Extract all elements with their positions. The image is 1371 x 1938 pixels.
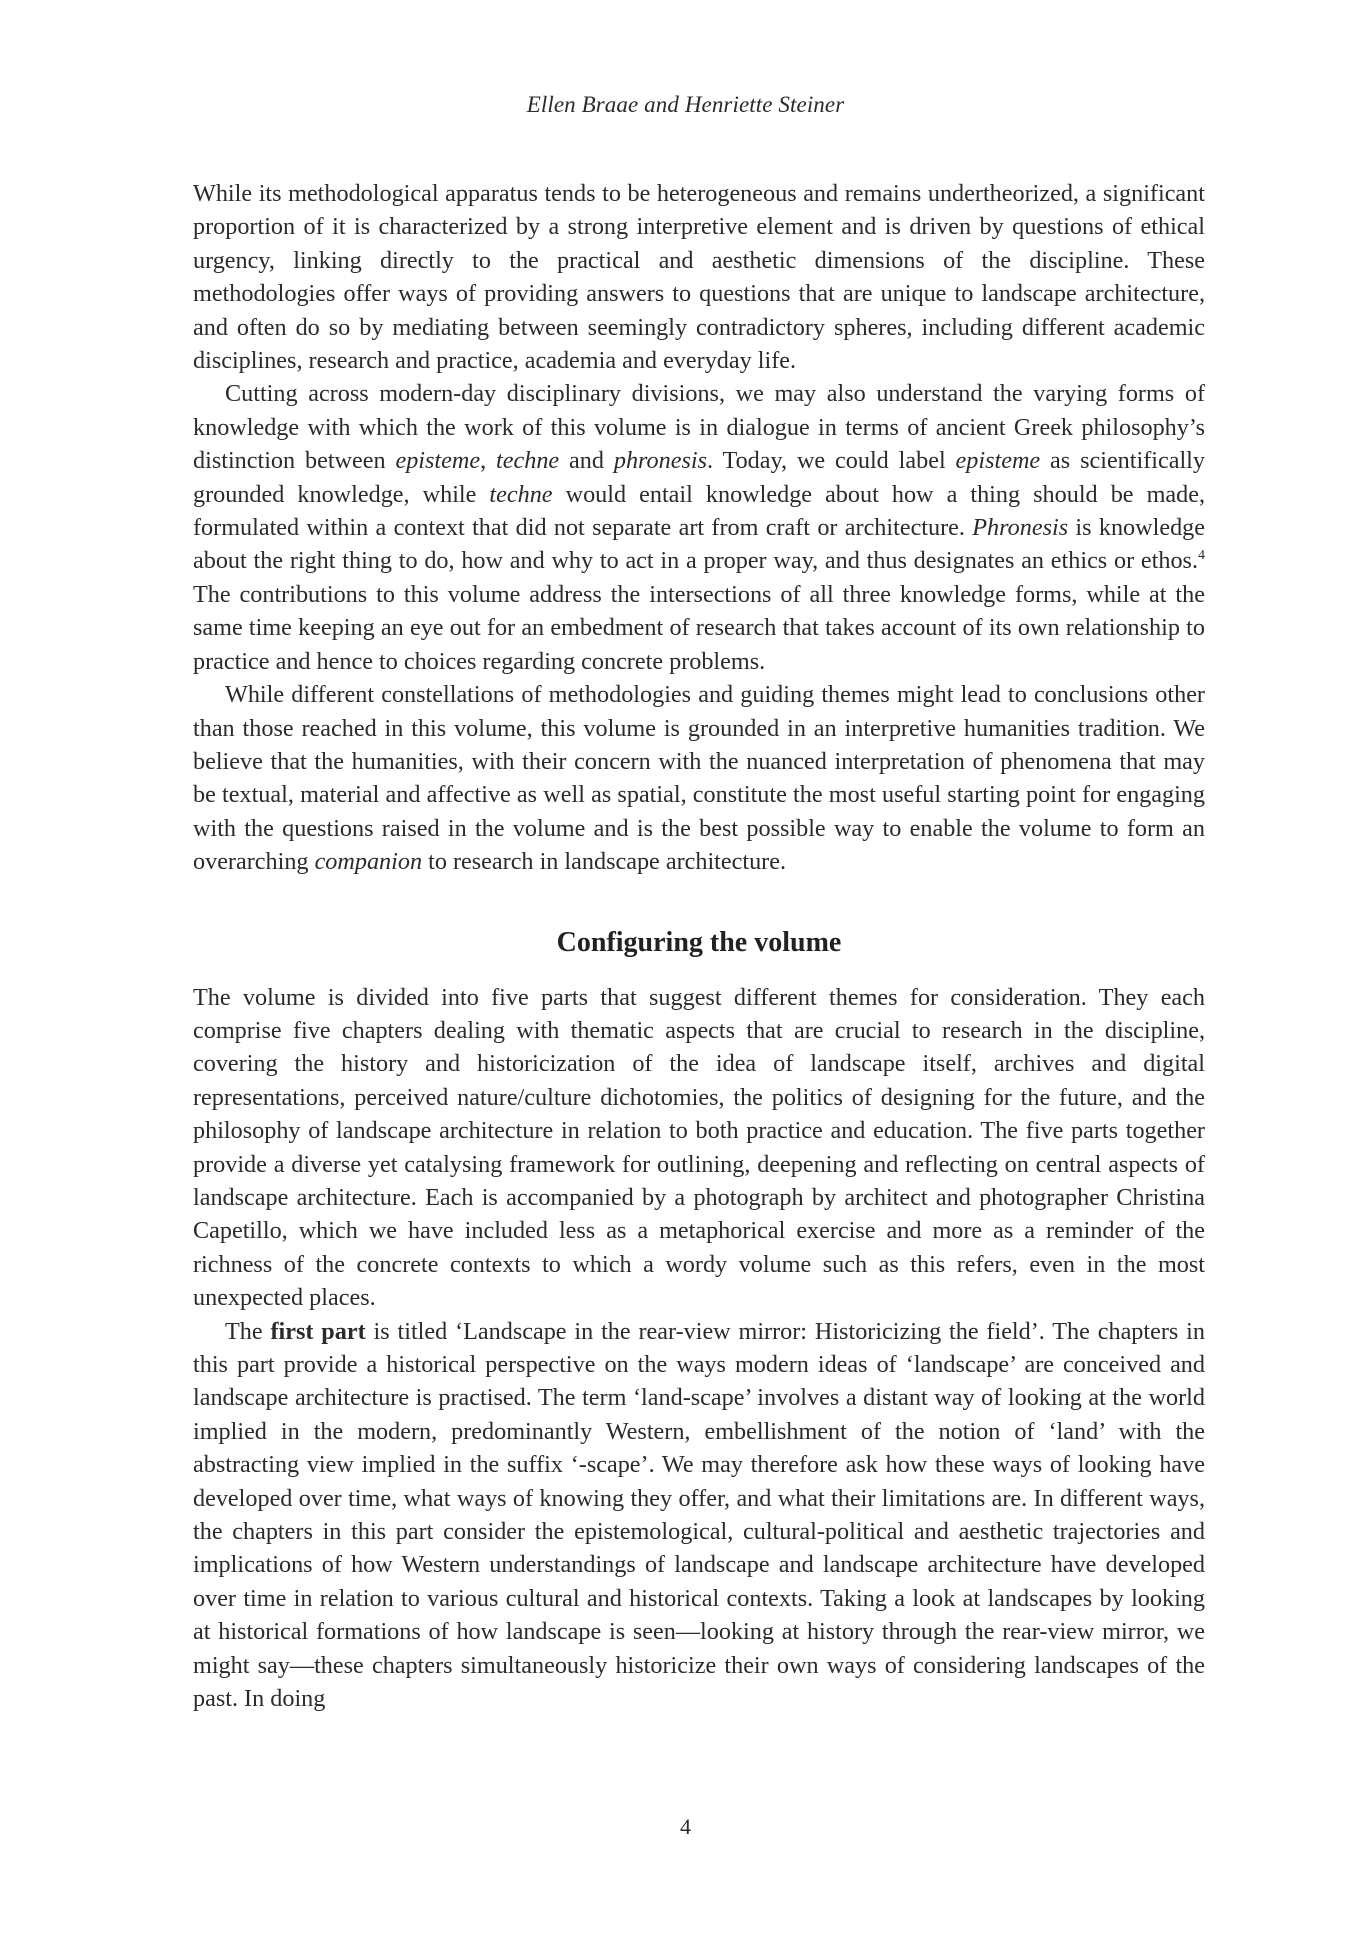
text-run: The contributions to this volume address the intersections of all three knowledge forms, while at the same time keeping an eye out for an embedment of research that takes account of its own relationship to practice and hence to choices regarding concrete problems. — [193, 580, 1205, 675]
bold-first-part: first part — [270, 1317, 366, 1345]
text-run: to research in landscape architecture. — [422, 848, 787, 876]
text-run: would entail knowledge about how a thing should be made, formulated within a context that did not separate art from craft or architecture. — [193, 480, 1205, 542]
paragraph-1: While its methodological apparatus tends to be heterogeneous and remains undertheorized, a significant proportion of it is characterized by a strong interpretive element and is driven by questions of ethical urgency, linking directly to the practical and aesthetic dimensions of the discipline. These methodologies offer ways of providing answers to questions that are unique to landscape architecture, and often do so by mediating between seemingly contradictory spheres, including different academic disciplines, research and practice, academia and everyday life. — [193, 180, 1205, 375]
paragraph-5 — [193, 1315, 1205, 1716]
term-techne: techne — [496, 447, 560, 475]
term-phronesis: phronesis — [613, 447, 708, 475]
running-head: Ellen Braae and Henriette Steiner — [526, 92, 845, 117]
text-run: , — [480, 447, 497, 475]
body-text — [193, 177, 1205, 1715]
text-run: Cutting across modern-day disciplinary divisions, we may also understand the varying forms of knowledge with which the work of this volume is in dialogue in terms of ancient Greek philosophy’s distinction between — [193, 380, 1205, 475]
term-techne: techne — [489, 480, 553, 508]
footnote-marker[interactable]: 4 — [1198, 548, 1205, 564]
term-episteme: episteme — [395, 447, 481, 475]
text-run: is knowledge about the right thing to do, how and why to act in a proper way, and thus designates an ethics or ethos. — [193, 514, 1205, 575]
text-run: . Today, we could label — [707, 447, 956, 475]
paragraph-4: The volume is divided into five parts that suggest different themes for consideration. They each comprise five chapters dealing with thematic aspects that are crucial to research in the discipline, covering the history and historicization of the idea of landscape itself, archives and digital representations, perceived nature/culture dichotomies, the politics of designing for the future, and the philosophy of landscape architecture in relation to both practice and education. The five parts together provide a diverse yet catalysing framework for outlining, deepening and reflecting on central aspects of landscape architecture. Each is accompanied by a photograph by architect and photographer Christina Capetillo, which we have included less as a metaphorical exercise and more as a reminder of the richness of the concrete contexts to which a wordy volume such as this refers, even in the most unexpected places. — [193, 983, 1205, 1312]
text-run: as scientifically grounded knowledge, while — [193, 447, 1205, 508]
term-episteme: episteme — [955, 447, 1041, 475]
paragraph-3 — [193, 678, 1205, 878]
section-heading: Configuring the volume — [556, 926, 842, 958]
text-run: is titled ‘Landscape in the rear-view mirror: Historicizing the field’. The chapters in this part provide a historical perspective on the ways modern ideas of ‘landscape’ are conceived and landscape architecture is practised. The term ‘land-scape’ involves a distant way of looking at the world implied in the modern, predominantly Western, embellishment of the notion of ‘land’ with the abstracting view implied in the suffix ‘-scape’. We may therefore ask how these ways of looking have developed over time, what ways of knowing they offer, and what their limitations are. In different ways, the chapters in this part consider the epistemological, cultural-political and aesthetic trajectories and implications of how Western understandings of landscape and landscape architecture have developed over time in relation to various cultural and historical contexts. Taking a look at landscapes by looking at historical formations of how landscape is seen—looking at history through the rear-view mirror, we might say—these chapters simultaneously historicize their own ways of considering landscapes of the past. In doing — [193, 1317, 1205, 1713]
term-phronesis: Phronesis — [972, 514, 1069, 542]
text-run: While different constellations of methodologies and guiding themes might lead to conclusions other than those reached in this volume, this volume is grounded in an interpretive humanities tradition. We believe that the humanities, with their concern with the nuanced interpretation of phenomena that may be textual, material and affective as well as spatial, constitute the most useful starting point for engaging with the questions raised in the volume and is the best possible way to enable the volume to form an overarching — [193, 681, 1205, 876]
text-run: and — [559, 447, 614, 475]
paragraph-2 — [193, 377, 1205, 678]
text-run: The — [225, 1317, 271, 1345]
page-number: 4 — [680, 1814, 691, 1839]
term-companion: companion — [314, 848, 423, 876]
